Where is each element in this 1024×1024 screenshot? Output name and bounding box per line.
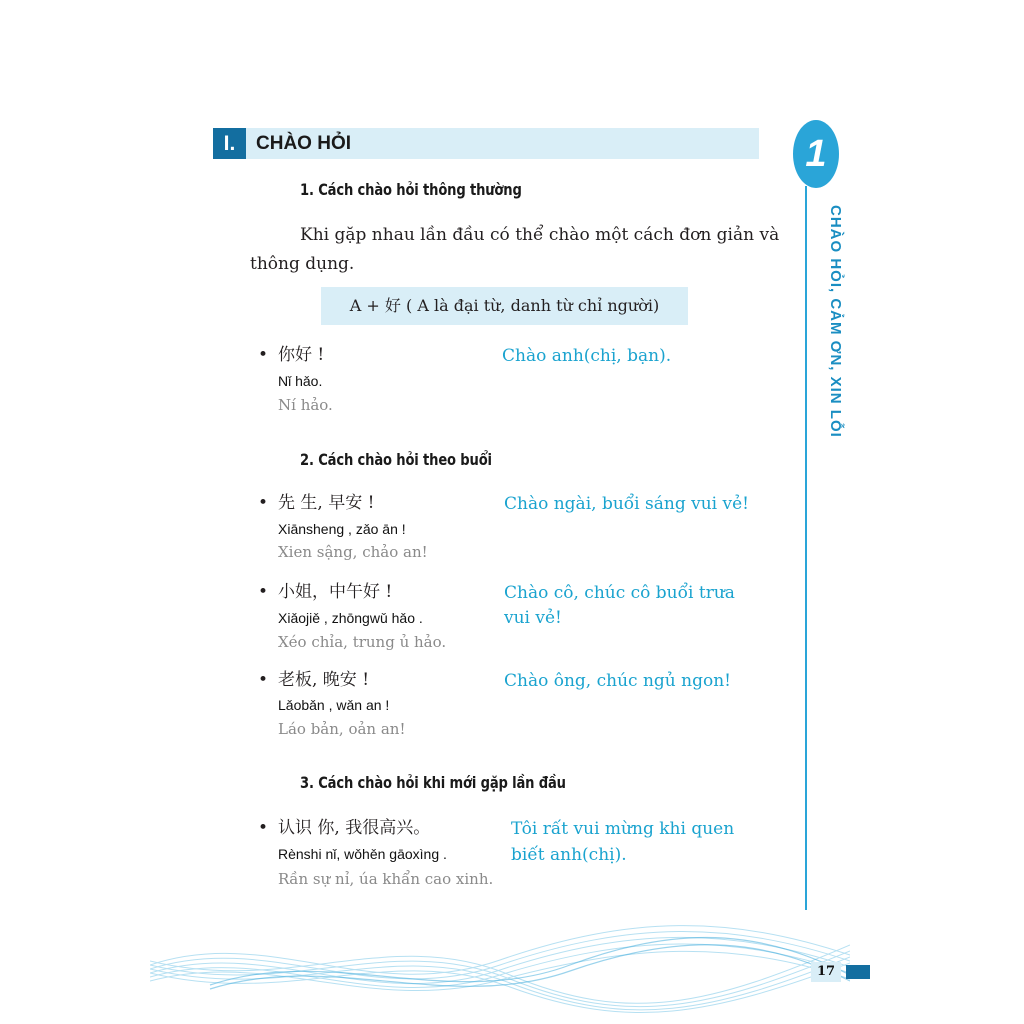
chapter-number: 1: [805, 133, 827, 175]
translation-line-1: Tôi rất vui mừng khi quen: [511, 819, 735, 839]
section-title: CHÀO HỎI: [256, 133, 351, 154]
paragraph-line-2: thông dụng.: [250, 254, 355, 274]
vietnamese-reading: Xien sậng, chảo an!: [278, 543, 428, 561]
page-number: 17: [811, 962, 841, 982]
vietnamese-reading: Ní hảo.: [278, 396, 333, 414]
translation: Chào ông, chúc ngủ ngon!: [504, 671, 731, 691]
pinyin-text: Nǐ hǎo.: [278, 373, 323, 389]
bullet: •: [258, 818, 269, 838]
page-number-tab: [846, 965, 870, 979]
pinyin-text: Xiānsheng , zǎo ān !: [278, 521, 406, 537]
formula-box: A + 好 ( A là đại từ, danh từ chỉ người): [321, 287, 688, 325]
translation-line-2: vui vẻ!: [504, 608, 562, 628]
chinese-text: 先 生, 早安 !: [278, 493, 375, 513]
chinese-text: 认识 你, 我很高兴。: [278, 818, 431, 838]
pinyin-text: Xiǎojiě , zhōngwǔ hǎo .: [278, 610, 423, 626]
chapter-title-vertical: CHÀO HỎI, CẢM ƠN, XIN LỖI: [827, 205, 844, 438]
chinese-text: 小姐，中午好 !: [278, 582, 393, 602]
bullet: •: [258, 345, 269, 365]
translation: Chào ngài, buổi sáng vui vẻ!: [504, 494, 749, 514]
paragraph-line-1: Khi gặp nhau lần đầu có thể chào một cách đơn giản và: [300, 225, 780, 245]
translation: Chào anh(chị, bạn).: [502, 346, 672, 366]
bullet: •: [258, 670, 269, 690]
vietnamese-reading: Rần sự nỉ, úa khẩn cao xinh.: [278, 870, 494, 888]
pinyin-text: Rènshi nǐ, wǒhěn gāoxìng .: [278, 846, 447, 862]
subheading-3: 3. Cách chào hỏi khi mới gặp lần đầu: [300, 773, 566, 792]
vietnamese-reading: Xéo chỉa, trung ủ hảo.: [278, 633, 447, 651]
bullet: •: [258, 493, 269, 513]
pinyin-text: Lǎobǎn , wǎn an !: [278, 697, 390, 713]
subheading-1: 1. Cách chào hỏi thông thường: [300, 180, 522, 199]
vietnamese-reading: Láo bản, oản an!: [278, 720, 406, 738]
chinese-text: 老板, 晚安 !: [278, 670, 370, 690]
bullet: •: [258, 582, 269, 602]
section-number: I.: [213, 128, 246, 159]
translation-line-2: biết anh(chị).: [511, 845, 627, 865]
chinese-text: 你好 !: [278, 345, 325, 365]
translation-line-1: Chào cô, chúc cô buổi trưa: [504, 583, 735, 603]
wave-decoration: [150, 905, 850, 1015]
chapter-divider-line: [805, 186, 807, 910]
subheading-2: 2. Cách chào hỏi theo buổi: [300, 450, 492, 469]
